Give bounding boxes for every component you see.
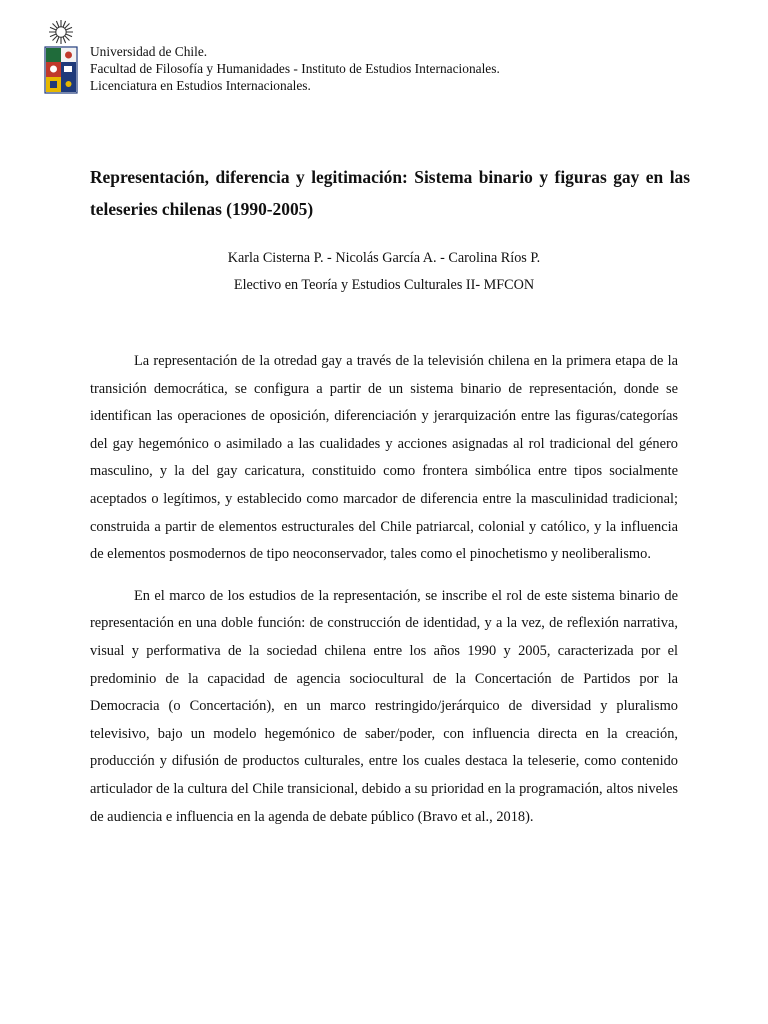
shield-icon <box>45 47 77 93</box>
course-name: Electivo en Teoría y Estudios Culturales II- MFCON <box>233 277 535 293</box>
institution-affiliation <box>90 44 500 94</box>
document-title: Representación, diferencia y legitimación: Sistema binario y figuras gay en las teleseries chilenas (1990-2005) <box>90 167 690 219</box>
university-name: Universidad de Chile. <box>90 44 208 59</box>
authors-block <box>90 245 678 299</box>
university-crest-logo <box>44 18 78 94</box>
faculty-name: Facultad de Filosofía y Humanidades - Instituto de Estudios Internacionales. <box>90 60 500 76</box>
document-body <box>90 348 678 845</box>
author-names: Karla Cisterna P. - Nicolás García A. - Carolina Ríos P. <box>227 250 541 266</box>
sun-icon <box>49 20 73 44</box>
program-name: Licenciatura en Estudios Internacionales. <box>90 77 311 93</box>
paragraph: En el marco de los estudios de la representación, se inscribe el rol de este sistema binario de representación en una doble función: de construcción de identidad, y a la vez, de reflexión narrativa, visual y performativa de la sociedad chilena entre los años 1990 y 2005, caracterizada por el predominio de la capacidad de agencia sociocultural de la Concertación de Partidos por la Democracia (o Concertación), en un marco restringido/jerárquico de diversidad y pluralismo televisivo, bajo un modelo hegemónico de saber/poder, con influencia directa en la creación, producción y difusión de productos culturales, entre los cuales destaca la teleserie, como contenido articulador de la cultura del Chile transicional, debido a su prioridad en la programación, altos niveles de audiencia e influencia en la agenda de debate público (Bravo et al., 2018). <box>90 587 678 825</box>
paragraph: La representación de la otredad gay a través de la televisión chilena en la primera etapa de la transición democrática, se configura a partir de un sistema binario de representación, donde se identifican las operaciones de oposición, diferenciación y jerarquización entre las figuras/categorías del gay hegemónico o asimilado a las cualidades y acciones asignadas al rol tradicional del género masculino, y la del gay caricatura, constituido como frontera simbólica entre tipos socialmente aceptados o legítimos, y establecido como marcador de diferencia entre la masculinidad tradicional; construida a partir de elementos estructurales del Chile patriarcal, colonial y católico, y la influencia de elementos posmodernos de tipo neoconservador, tales como el pinochetismo y neoliberalismo. <box>90 353 678 563</box>
